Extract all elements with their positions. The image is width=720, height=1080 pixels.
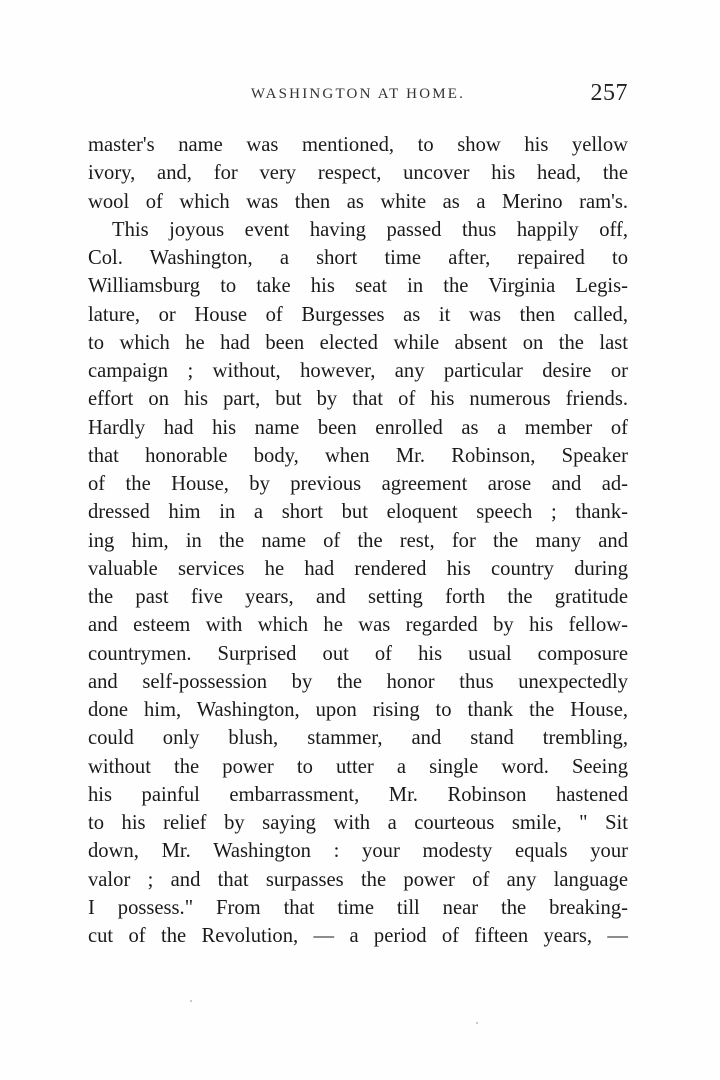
page-number: 257 [590, 80, 628, 106]
text-line: valuable services he had rendered his country during [88, 557, 628, 580]
text-line: Col. Washington, a short time after, repaired to [88, 247, 628, 269]
text-line: countrymen. Surprised out of his usual composure [88, 642, 628, 665]
text-line: master's name was mentioned, to show his yellow [88, 134, 628, 156]
running-head [88, 80, 628, 112]
text-line: his painful embarrassment, Mr. Robinson hastened [88, 783, 628, 806]
text-line: to which he had been elected while absent on the last [88, 331, 628, 354]
text-line: effort on his part, but by that of his numerous friends. [88, 388, 628, 411]
text-line: to his relief by saying with a courteous smile, " Sit [88, 812, 628, 834]
text-line: the past five years, and setting forth the gratitude [88, 586, 628, 608]
text-line: campaign ; without, however, any particular desire or [88, 360, 628, 382]
text-line: done him, Washington, upon rising to thank the House, [88, 699, 628, 721]
text-line: without the power to utter a single word. Seeing [88, 755, 628, 778]
text-line: could only blush, stammer, and stand trembling, [88, 727, 628, 750]
text-line: Hardly had his name been enrolled as a member of [88, 416, 628, 439]
text-line: and esteem with which he was regarded by his fellow- [88, 614, 628, 637]
paper-speck [476, 1022, 478, 1024]
body-text [88, 131, 628, 950]
text-line: that honorable body, when Mr. Robinson, Speaker [88, 444, 628, 467]
text-line: and self-possession by the honor thus unexpectedly [88, 670, 628, 693]
text-line: cut of the Revolution, — a period of fifteen years, — [88, 925, 628, 947]
text-line: dressed him in a short but eloquent speech ; thank- [88, 501, 628, 524]
paper-speck [190, 1000, 192, 1002]
text-line: lature, or House of Burgesses as it was then called, [88, 303, 628, 326]
text-line: ivory, and, for very respect, uncover his head, the [88, 162, 628, 185]
text-line: of the House, by previous agreement arose and ad- [88, 473, 628, 495]
text-line: I possess." From that time till near the breaking- [88, 896, 628, 919]
text-line: Williamsburg to take his seat in the Virginia Legis- [88, 275, 628, 298]
text-line: down, Mr. Washington : your modesty equals your [88, 840, 628, 863]
text-line: ing him, in the name of the rest, for the many and [88, 529, 628, 552]
text-line: wool of which was then as white as a Merino ram's. [88, 190, 628, 213]
paragraph-start-line: This joyous event having passed thus happily off, [112, 218, 628, 241]
text-line: valor ; and that surpasses the power of any language [88, 868, 628, 891]
running-title: WASHINGTON AT HOME. [250, 86, 466, 102]
